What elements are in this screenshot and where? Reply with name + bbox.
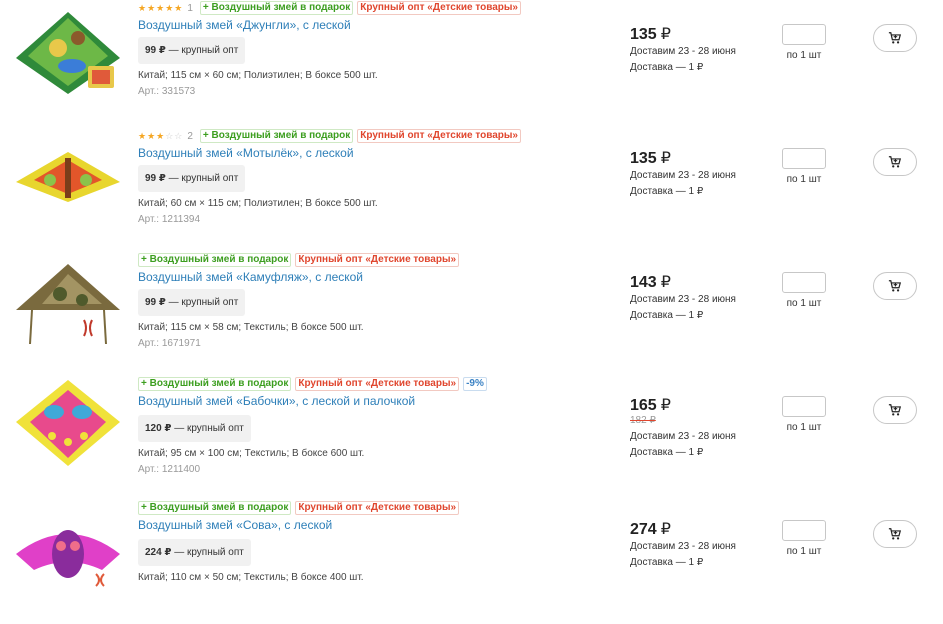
product-specs: Китай; 95 см × 100 см; Текстиль; В боксе 600 шт. — [138, 448, 365, 459]
kite-owl-image[interactable] — [12, 514, 124, 604]
gift-badge[interactable]: + Воздушный змей в подарок — [200, 1, 353, 15]
wholesale-price-box — [138, 37, 245, 64]
add-to-cart-button[interactable] — [873, 24, 917, 52]
product-specs: Китай; 115 см × 58 см; Текстиль; В боксе 500 шт. — [138, 322, 364, 333]
quantity-unit-label: по 1 шт — [786, 298, 822, 309]
product-price: 165 ₽ — [630, 397, 671, 414]
wholesale-badge[interactable]: Крупный опт «Детские товары» — [295, 377, 459, 391]
product-title-link[interactable]: Воздушный змей «Сова», с леской — [138, 518, 333, 532]
kite-butterflies-image[interactable] — [12, 378, 124, 468]
currency-sign: ₽ — [660, 521, 671, 538]
product-specs: Китай; 110 см × 50 см; Текстиль; В боксе 400 шт. — [138, 572, 364, 583]
cart-icon — [888, 279, 902, 293]
kite-moth-image[interactable] — [12, 132, 124, 222]
delivery-cost: Доставка — 1 ₽ — [630, 447, 704, 458]
quantity-unit-label: по 1 шт — [786, 174, 822, 185]
product-meta — [138, 376, 608, 392]
quantity-input[interactable] — [782, 148, 826, 169]
quantity-input[interactable] — [782, 520, 826, 541]
delivery-dates: Доставим 23 - 28 июня — [630, 46, 736, 57]
product-meta — [138, 500, 608, 516]
delivery-dates: Доставим 23 - 28 июня — [630, 431, 736, 442]
wholesale-label: — крупный опт — [174, 423, 244, 434]
wholesale-price-box — [138, 165, 245, 192]
product-specs: Китай; 60 см × 115 см; Полиэтилен; В боксе 500 шт. — [138, 198, 378, 209]
wholesale-label: — крупный опт — [168, 45, 239, 56]
wholesale-badge[interactable]: Крупный опт «Детские товары» — [357, 1, 521, 15]
cart-icon — [888, 403, 902, 417]
add-to-cart-button[interactable] — [873, 520, 917, 548]
wholesale-badge[interactable]: Крупный опт «Детские товары» — [295, 253, 459, 267]
cart-icon — [888, 527, 902, 541]
product-article: Арт.: 1671971 — [138, 338, 201, 349]
delivery-cost: Доставка — 1 ₽ — [630, 186, 704, 197]
delivery-cost: Доставка — 1 ₽ — [630, 310, 704, 321]
currency-sign: ₽ — [660, 150, 671, 167]
quantity-unit-label: по 1 шт — [786, 50, 822, 61]
kite-jungle-image[interactable] — [12, 8, 124, 98]
quantity-input[interactable] — [782, 272, 826, 293]
add-to-cart-button[interactable] — [873, 148, 917, 176]
wholesale-price: 120 ₽ — [145, 423, 172, 434]
add-to-cart-button[interactable] — [873, 396, 917, 424]
rating-stars: ★★★★★ — [138, 2, 184, 13]
product-price: 135 ₽ — [630, 150, 671, 167]
wholesale-badge[interactable]: Крупный опт «Детские товары» — [357, 129, 521, 143]
product-meta — [138, 252, 608, 268]
rating-count[interactable]: 2 — [187, 130, 193, 142]
wholesale-label: — крупный опт — [168, 173, 239, 184]
product-price: 135 ₽ — [630, 26, 671, 43]
wholesale-price: 99 ₽ — [145, 297, 166, 308]
cart-icon — [888, 155, 902, 169]
quantity-input[interactable] — [782, 396, 826, 417]
delivery-dates: Доставим 23 - 28 июня — [630, 541, 736, 552]
price-box — [630, 520, 770, 571]
product-price: 274 ₽ — [630, 521, 671, 538]
old-price: 182 ₽ — [630, 415, 656, 426]
product-price: 143 ₽ — [630, 274, 671, 291]
product-meta — [138, 128, 608, 144]
price-box — [630, 273, 770, 324]
quantity-input[interactable] — [782, 24, 826, 45]
wholesale-price: 224 ₽ — [145, 547, 172, 558]
product-article: Арт.: 1211400 — [138, 464, 201, 475]
price-box — [630, 149, 770, 200]
currency-sign: ₽ — [660, 397, 671, 414]
delivery-dates: Доставим 23 - 28 июня — [630, 294, 736, 305]
wholesale-badge[interactable]: Крупный опт «Детские товары» — [295, 501, 459, 515]
wholesale-price: 99 ₽ — [145, 173, 166, 184]
delivery-cost: Доставка — 1 ₽ — [630, 62, 704, 73]
product-row — [0, 252, 943, 376]
price-box — [630, 25, 770, 76]
product-title-link[interactable]: Воздушный змей «Джунгли», с леской — [138, 18, 351, 32]
wholesale-price-box — [138, 539, 251, 566]
product-title-link[interactable]: Воздушный змей «Камуфляж», с леской — [138, 270, 363, 284]
product-article: Арт.: 331573 — [138, 86, 196, 97]
wholesale-price: 99 ₽ — [145, 45, 166, 56]
kite-camouflage-image[interactable] — [12, 260, 124, 350]
product-meta — [138, 0, 608, 16]
currency-sign: ₽ — [660, 274, 671, 291]
gift-badge[interactable]: + Воздушный змей в подарок — [138, 377, 291, 391]
product-title-link[interactable]: Воздушный змей «Бабочки», с леской и палочкой — [138, 394, 416, 408]
product-row — [0, 0, 943, 124]
product-article: Арт.: 1211394 — [138, 214, 201, 225]
discount-badge: -9% — [463, 377, 487, 391]
quantity-unit-label: по 1 шт — [786, 422, 822, 433]
product-row — [0, 128, 943, 252]
rating-count[interactable]: 1 — [187, 2, 193, 14]
gift-badge[interactable]: + Воздушный змей в подарок — [138, 253, 291, 267]
product-row — [0, 376, 943, 500]
rating-stars: ★★★☆☆ — [138, 130, 184, 141]
delivery-cost: Доставка — 1 ₽ — [630, 557, 704, 568]
wholesale-price-box — [138, 289, 245, 316]
add-to-cart-button[interactable] — [873, 272, 917, 300]
wholesale-label: — крупный опт — [168, 297, 239, 308]
cart-icon — [888, 31, 902, 45]
delivery-dates: Доставим 23 - 28 июня — [630, 170, 736, 181]
wholesale-label: — крупный опт — [174, 547, 244, 558]
currency-sign: ₽ — [660, 26, 671, 43]
product-title-link[interactable]: Воздушный змей «Мотылёк», с леской — [138, 146, 354, 160]
wholesale-price-box — [138, 415, 251, 442]
gift-badge[interactable]: + Воздушный змей в подарок — [200, 129, 353, 143]
product-row — [0, 500, 943, 624]
price-box — [630, 396, 770, 461]
gift-badge[interactable]: + Воздушный змей в подарок — [138, 501, 291, 515]
product-specs: Китай; 115 см × 60 см; Полиэтилен; В боксе 500 шт. — [138, 70, 378, 81]
quantity-unit-label: по 1 шт — [786, 546, 822, 557]
